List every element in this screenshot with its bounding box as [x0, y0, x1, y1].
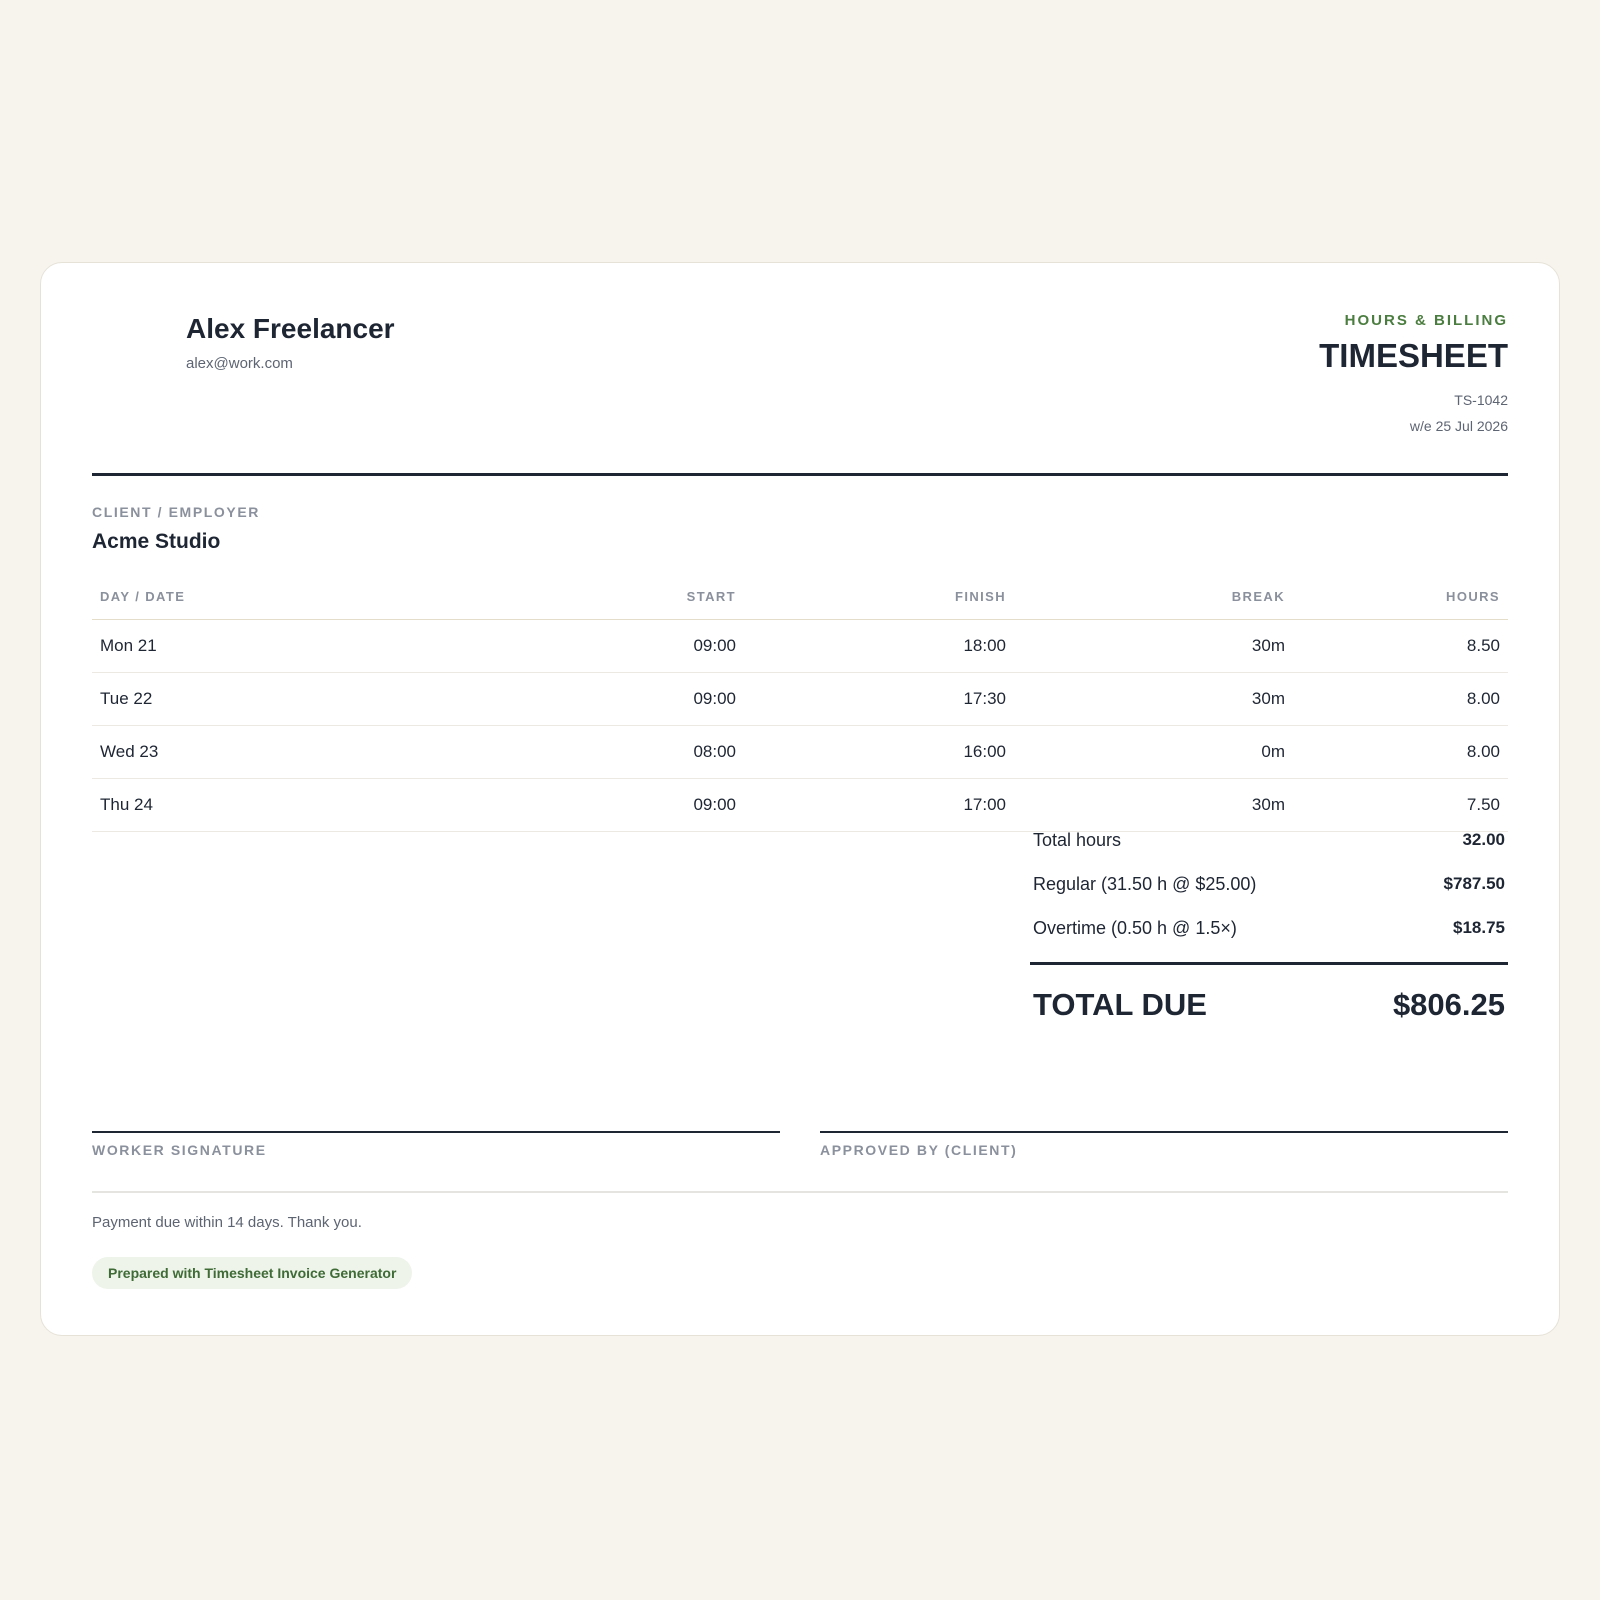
payment-note: Payment due within 14 days. Thank you.	[92, 1214, 362, 1231]
cell-start: 08:00	[508, 726, 744, 779]
cell-finish: 17:00	[744, 779, 1014, 832]
overtime-value: $18.75	[1453, 918, 1505, 937]
client-section	[92, 476, 1508, 554]
document-title: TIMESHEET	[1319, 337, 1508, 374]
regular-row	[1030, 862, 1508, 906]
header-hours: HOURS	[1293, 575, 1508, 620]
timesheet-card	[40, 262, 1560, 1336]
total-due-row	[1030, 962, 1508, 1045]
total-due-label: TOTAL DUE	[1033, 987, 1207, 1022]
cell-day: Tue 22	[92, 673, 508, 726]
cell-start: 09:00	[508, 779, 744, 832]
client-name: Acme Studio	[92, 530, 221, 553]
total-hours-label: Total hours	[1033, 829, 1122, 850]
table-row	[92, 726, 1508, 779]
regular-value: $787.50	[1443, 874, 1505, 893]
cell-hours: 8.00	[1293, 726, 1508, 779]
billing-summary	[1030, 818, 1508, 1045]
regular-label: Regular (31.50 h @ $25.00)	[1033, 873, 1257, 894]
header-finish: FINISH	[744, 575, 1014, 620]
overtime-row	[1030, 906, 1508, 950]
overtime-label: Overtime (0.50 h @ 1.5×)	[1033, 917, 1237, 938]
approver-signature-label: APPROVED BY (CLIENT)	[820, 1142, 1018, 1158]
document-header	[92, 313, 1508, 476]
worker-name: Alex Freelancer	[186, 313, 395, 344]
total-due-value: $806.25	[1392, 987, 1505, 1022]
cell-finish: 17:30	[744, 673, 1014, 726]
cell-day: Mon 21	[92, 620, 508, 673]
cell-start: 09:00	[508, 673, 744, 726]
cell-finish: 16:00	[744, 726, 1014, 779]
cell-finish: 18:00	[744, 620, 1014, 673]
table-row	[92, 620, 1508, 673]
cell-break: 30m	[1014, 779, 1293, 832]
header-day: DAY / DATE	[92, 575, 508, 620]
signature-section	[92, 1131, 1508, 1158]
document-eyebrow: HOURS & BILLING	[1344, 312, 1508, 329]
worker-info	[186, 313, 395, 372]
table-row	[92, 673, 1508, 726]
week-ending-date: w/e 25 Jul 2026	[1409, 418, 1508, 434]
approver-signature-line	[820, 1131, 1508, 1158]
cell-day: Wed 23	[92, 726, 508, 779]
worker-email: alex@work.com	[186, 355, 293, 372]
document-id: TS-1042	[1454, 392, 1508, 408]
table-header-row	[92, 575, 1508, 620]
cell-hours: 8.50	[1293, 620, 1508, 673]
cell-hours: 7.50	[1293, 779, 1508, 832]
cell-break: 30m	[1014, 620, 1293, 673]
cell-hours: 8.00	[1293, 673, 1508, 726]
worker-signature-label: WORKER SIGNATURE	[92, 1142, 267, 1158]
document-meta	[1319, 309, 1508, 439]
generator-badge: Prepared with Timesheet Invoice Generator	[92, 1257, 412, 1289]
header-break: BREAK	[1014, 575, 1293, 620]
cell-start: 09:00	[508, 620, 744, 673]
cell-break: 0m	[1014, 726, 1293, 779]
cell-day: Thu 24	[92, 779, 508, 832]
worker-signature-line	[92, 1131, 780, 1158]
total-hours-row	[1030, 818, 1508, 862]
total-hours-value: 32.00	[1462, 830, 1505, 849]
cell-break: 30m	[1014, 673, 1293, 726]
client-label: CLIENT / EMPLOYER	[92, 504, 260, 520]
hours-table	[92, 575, 1508, 832]
document-footer	[92, 1191, 1508, 1289]
header-start: START	[508, 575, 744, 620]
